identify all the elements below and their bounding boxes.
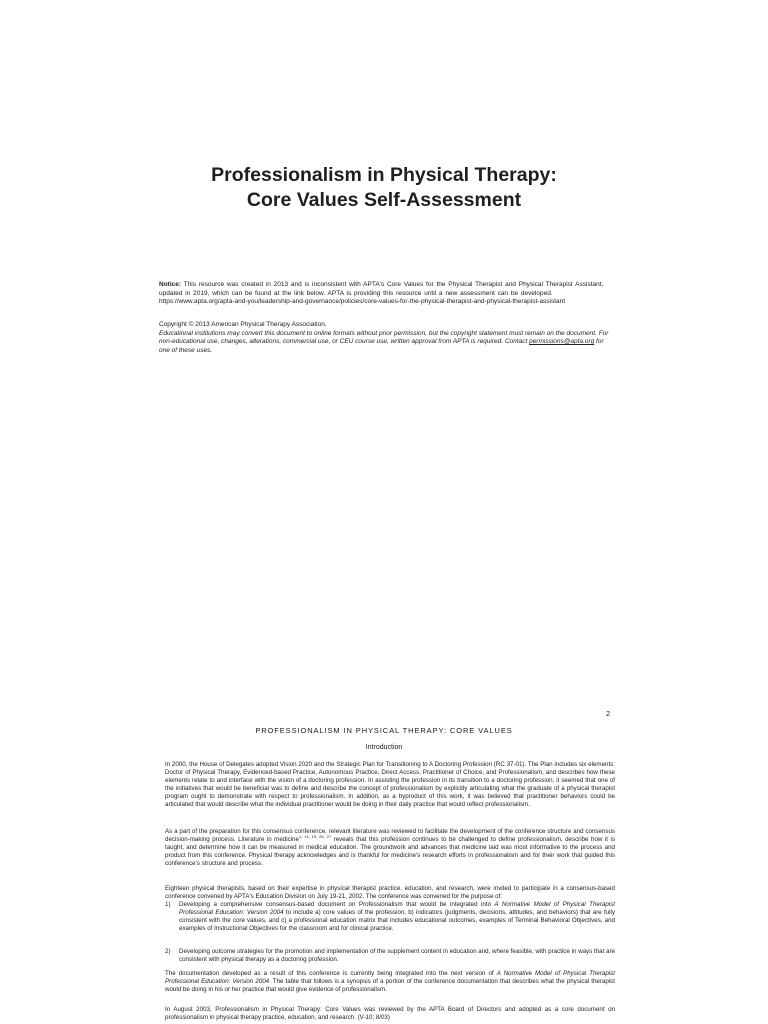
page-2 xyxy=(0,700,768,1024)
notice-label: Notice: xyxy=(159,281,182,288)
list-item-number: 1) xyxy=(165,901,171,908)
document-title xyxy=(0,163,768,213)
title-line-1: Professionalism in Physical Therapy: xyxy=(211,164,557,186)
notice-text: This resource was created in 2013 and is inconsistent with APTA's Core Values for the Physical Therapist and Physical Therapist Assistant, updated in 2019, which can be found at the link below. APTA is providing this resource until a new assessment can be developed. xyxy=(159,281,604,297)
title-line-2: Core Values Self-Assessment xyxy=(246,189,522,211)
copyright-text: Educational institutions may convert this document to online formats without prior permission, but the copyright statement must remain on the document. For non-educational use, changes, alterations, commercial use, or CEU course use, written approval from APTA is required. Contact xyxy=(159,329,609,346)
list-item-1-title: A Normative Model of Physical Therapist Professional Education: Version 2004 xyxy=(179,901,615,916)
paragraph-1: In 2000, the House of Delegates adopted Vision 2020 and the Strategic Plan for Transitioning to A Doctoring Profession (RC 37-01). The Plan includes six elements: Doctor of Physical Therapy, Evidenced-based Practice, Autonomous Practice, Direct Access, Practitioner of Choice, and Professionalism, and describes how these elements relate to and interface with the vision of a doctoring profession. In assisting the profession in its transition to a doctoring profession, it seemed that one of the initiatives that would be beneficial was to define and describe the concept of professionalism by explicitly articulating what the graduate of a physical therapist program ought to demonstrate with respect to professionalism. In addition, as a byproduct of this work, it was believed that practitioner behaviors could be articulated that would describe what the individual practitioner would be doing in their daily practice that would reflect professionalism. xyxy=(165,761,615,808)
notice-url[interactable]: https://www.apta.org/apta-and-you/leadership-and-governance/policies/core-values-for-the-physical-therapist-and-physical-therapist-assistant xyxy=(159,298,566,306)
introduction-heading: Introduction xyxy=(365,744,403,751)
paragraph-3: Eighteen physical therapists, based on their expertise in physical therapist practice, education, and research, were invited to participate in a consensus-based conference convened by APTA's Education Division on July 19-21, 2002. The conference was convened for the purpose of: xyxy=(165,885,615,900)
paragraph-4-title: A Normative Model of Physical Therapist Professional Education: Version 2004 xyxy=(165,970,615,985)
list-item-1-end: to include a) core values of the profession, b) indicators (judgments, decisions, attitudes, and behaviors) that are fully consistent with the core values, and c) a professional education matrix that includes educational outcomes, examples of Terminal Behavioral Objectives, and examples of Instructional Objectives for the classroom and for clinical practice. xyxy=(179,908,616,932)
permissions-email-link[interactable]: permissions@apta.org xyxy=(529,338,595,346)
copyright-terms xyxy=(159,330,609,356)
citation-superscript: 1, 14, 19, 25, 27 xyxy=(298,833,332,839)
paragraph-4-start: The documentation developed as a result of this conference is currently being integrated into the next version of xyxy=(165,970,497,977)
list-item xyxy=(165,948,615,964)
notice-paragraph xyxy=(159,281,609,307)
section-heading: PROFESSIONALISM IN PHYSICAL THERAPY: CORE VALUES xyxy=(255,726,513,735)
paragraph-2-end: reveals that this profession continues to be challenged to define professionalism, describe how it is taught, and determine how it can be measured in medical education. The groundwork and advances that medicine laid was most informative to the process and product from this conference. Physical therapy acknowledges and is thankful for medicine's research efforts in professionalism and for their work that guided this conference's structure and process. xyxy=(165,835,616,867)
copyright-block xyxy=(159,321,609,355)
list-item-1-start: Developing a comprehensive consensus-based document on Professionalism that would be integrated into xyxy=(179,901,495,908)
copyright-line: Copyright © 2013 American Physical Therapy Association. xyxy=(159,321,327,328)
list-item-text xyxy=(179,901,615,933)
list-item xyxy=(165,901,615,933)
list-item-number: 2) xyxy=(165,948,171,955)
copyright-tail: for one of these uses. xyxy=(159,338,604,354)
paragraph-4-end: . The table that follows is a synopsis of a portion of the conference documentation that describes what the physical therapist would be doing in his or her practice that would give evidence of professionalism. xyxy=(165,977,615,993)
page-number: 2 xyxy=(606,711,610,718)
paragraph-2 xyxy=(165,828,615,868)
paragraph-5: In August 2003, Professionalism in Physical Therapy: Core Values was reviewed by the APTA Board of Directors and adopted as a core document on professionalism in physical therapy practice, education, and research. (V-10; 8/03) xyxy=(165,1006,615,1021)
paragraph-4 xyxy=(165,970,615,994)
paragraph-2-start: As a part of the preparation for this consensus conference, relevant literature was reviewed to facilitate the development of the conference structure and consensus decision-making process. Literature in medicine xyxy=(165,828,615,843)
list-item-text: Developing outcome strategies for the promotion and implementation of the supplement content in education and, where feasible, with practice in ways that are consistent with physical therapy as a doctoring profession. xyxy=(179,948,615,963)
